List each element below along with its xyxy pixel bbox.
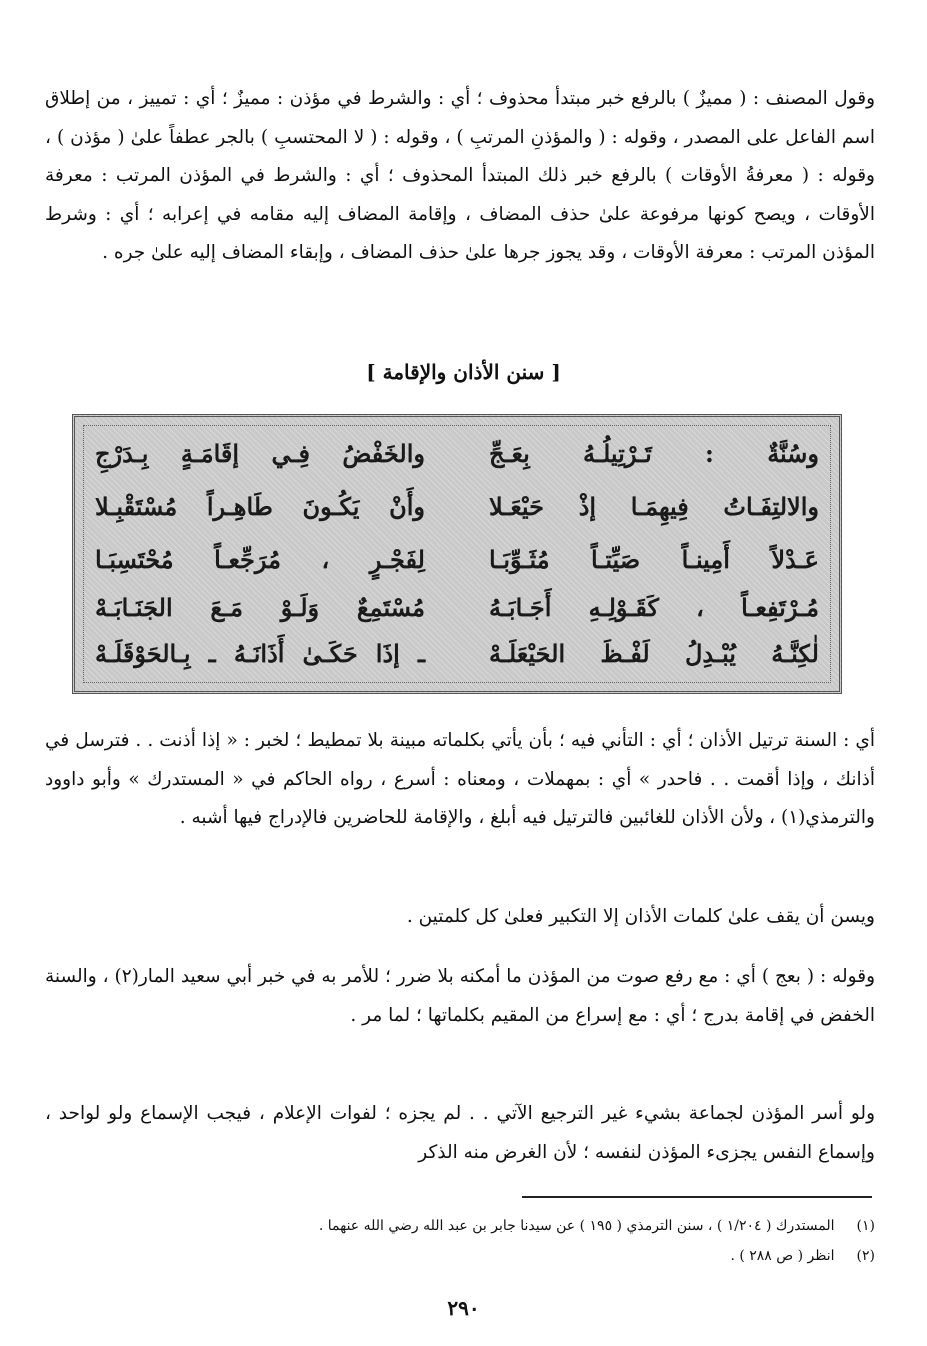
poem-verse [75,492,839,540]
footnote-divider [522,1196,872,1198]
footnote [45,1215,875,1237]
footnote [45,1245,875,1267]
verse-second-hemistich: وأَنْ يَكُـونَ طَاهِـراً مُسْتَقْبِـلا [95,492,425,521]
footnote-number: (١) [856,1218,875,1234]
paragraph-commentary-5: ولو أسر المؤذن لجماعة بشيء غير الترجيع الآتي . . لم يجزه ؛ لفوات الإعلام ، فيجب الإسماع ولو لواحد ، وإسماع النفس يجزىء المؤذن لنفسه ؛ لأن الغرض منه الذكر [45,1103,875,1163]
verse-first-hemistich: وسُنَّةٌ : تَـرْتِيلُـهُ بِعَـجِّ [489,439,819,468]
paragraph-commentary-3: ويسن أن يقف علىٰ كلمات الأذان إلا التكبير فعلىٰ كل كلمتين . [406,906,875,927]
verse-first-hemistich: عَـدْلاً أَمِينـاً صَيِّتـاً مُثَـوِّبَـا [489,545,819,574]
verse-second-hemistich: والخَفْضُ فِـي إقَامَـةٍ بِـدَرْجِ [95,439,425,468]
poem-verses-box [72,414,842,694]
verse-first-hemistich: والالتِفَـاتُ فِيهِمَـا إذْ حَيْعَـلا [489,492,819,521]
paragraph-commentary-2: أي : السنة ترتيل الأذان ؛ أي : التأني فيه ؛ بأن يأتي بكلماته مبينة بلا تمطيط ؛ لخبر : « إذا أذنت . . فترسل في أذانك ، وإذا أقمت . . فاحدر » أي : بمهملات ، ومعناه : أسرع ، رواه الحاكم في « المستدرك » وأبو داوود والترمذي(١) ، ولأن الأذان للغائبين فالترتيل فيه أبلغ ، والإقامة للحاضرين فالإدراج فيها أشبه . [45,730,875,828]
page-number: ٢٩٠ [447,1296,480,1320]
paragraph-commentary-1: وقول المصنف : ( مميزٌ ) بالرفع خبر مبتدأ محذوف ؛ أي : والشرط في مؤذن : مميزٌ ؛ أي : تمييز ، من إطلاق اسم الفاعل على المصدر ، وقوله : ( والمؤذنِ المرتبِ ) ، وقوله : ( لا المحتسبِ ) بالجر عطفاً علىٰ ( مؤذن ) ، وقوله : ( معرفةُ الأوقات ) بالرفع خبر ذلك المبتدأ المحذوف ؛ أي : والشرط في المؤذن المرتب : معرفة الأوقات ، ويصح كونها مرفوعة علىٰ حذف المضاف ، وإقامة المضاف إليه مقامه في إعرابه ؛ أي : وشرط المؤذن المرتب : معرفة الأوقات ، وقد يجوز جرها علىٰ حذف المضاف ، وإبقاء المضاف إليه علىٰ جره . [45,88,875,263]
verse-second-hemistich: مُسْتَمِعٌ وَلَـوْ مَـعَ الجَنَـابَـهْ [95,593,425,622]
poem-verse [75,593,839,641]
poem-verse [75,545,839,593]
footnote-number: (٢) [856,1248,875,1264]
poem-verse [75,439,839,487]
footnote-text: المستدرك ( ١/٢٠٤ ) ، سنن الترمذي ( ١٩٥ ) عن سيدنا جابر بن عبد الله رضي الله عنهما . [318,1218,835,1234]
section-heading: [ سنن الأذان والإقامة ] [366,360,561,384]
verse-first-hemistich: لٰكِنَّـهُ يُبْـدِلُ لَفْـظَ الحَيْعَلَـهْ [489,639,819,668]
poem-verse [75,639,839,687]
verse-second-hemistich: لِفَجْـرٍ ، مُرَجِّعـاً مُحْتَسِبَـا [95,545,425,574]
paragraph-commentary-4: وقوله : ( بعج ) أي : مع رفع صوت من المؤذن ما أمكنه بلا ضرر ؛ للأمر به في خبر أبي سعيد المار(٢) ، والسنة الخفض في إقامة بدرج ؛ أي : مع إسراع من المقيم بكلماتها ؛ لما مر . [45,966,875,1026]
footnote-text: انظر ( ص ٢٨٨ ) . [730,1248,835,1264]
verse-second-hemistich: ـ إذَا حَكَـىٰ أَذَانَـهُ ـ بِـالحَوْقَلَـهْ [95,639,425,668]
verse-first-hemistich: مُـرْتَفِعـاً ، كَقَـوْلِـهِ أَجَـابَـهُ [489,593,819,622]
